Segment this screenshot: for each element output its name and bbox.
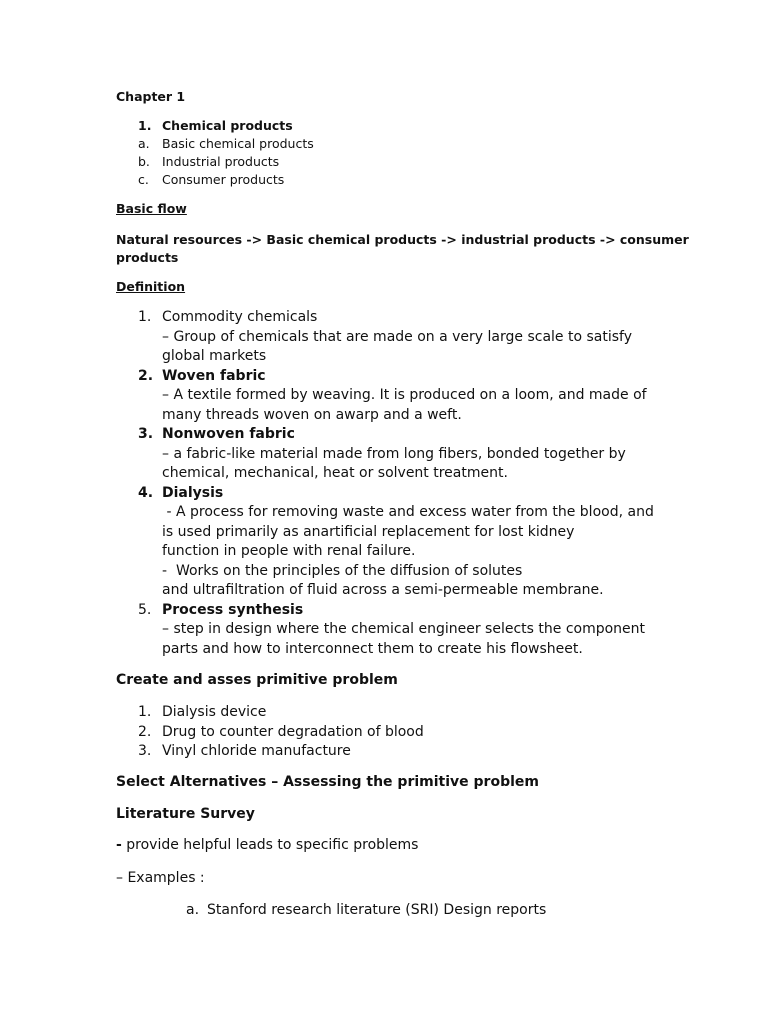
select-alternatives-heading: Select Alternatives – Assessing the primitive problem [116,774,539,790]
list-item: 1. Chemical products [138,118,293,133]
definition-item: 5. Process synthesis – step in design where the chemical engineer selects the component parts and how to interconnect them to create his flowsheet. [116,601,654,660]
list-item: b. Industrial products [138,154,280,169]
examples-label: – Examples : [116,870,205,886]
chemical-products-list [116,117,314,189]
example-item: a. Stanford research literature (SRI) Design reports [186,902,547,918]
list-item: 3. Vinyl chloride manufacture [138,743,351,759]
list-item: 1. Dialysis device [138,704,267,720]
definition-item: 4. Dialysis - A process for removing waste and excess water from the blood, and is used primarily as anartificial replacement for lost kidney function in people with renal failure. - Works on the principles of the diffusion of solutes and ultrafiltration of fluid across a semi-permeable membrane. [138,484,654,598]
definition-item: 3. Nonwoven fabric – a fabric-like material made from long fibers, bonded together by chemical, mechanical, heat or solvent treatment. [116,425,654,484]
literature-survey-heading: Literature Survey [116,806,255,822]
chapter-title: Chapter 1 [116,89,186,104]
list-item: c. Consumer products [138,172,285,187]
list-item: a. Basic chemical products [138,136,314,151]
literature-survey-line: - provide helpful leads to specific problems [116,837,419,853]
basic-flow-line-2: products [116,250,179,265]
definition-term: Woven fabric [162,367,266,384]
list-item: 2. Drug to counter degradation of blood [138,723,424,740]
definition-list [116,308,654,659]
definition-heading: Definition [116,279,186,294]
definition-item: 2. Woven fabric – A textile formed by weaving. It is produced on a loom, and made of many threads woven on awarp and a weft. [116,367,654,426]
definition-item: 1. Commodity chemicals – Group of chemicals that are made on a very large scale to satisfy global markets [116,308,654,367]
primitive-problem-heading: Create and asses primitive problem [116,672,398,688]
basic-flow-line-1: Natural resources -> Basic chemical products -> industrial products -> consumer [116,232,689,247]
primitive-problem-list [116,703,424,762]
definition-term: Dialysis [162,484,224,501]
definition-term: Commodity chemicals [162,309,318,325]
basic-flow-heading: Basic flow [116,201,187,216]
definition-term: Process synthesis [162,601,304,618]
definition-term: Nonwoven fabric [162,426,295,442]
